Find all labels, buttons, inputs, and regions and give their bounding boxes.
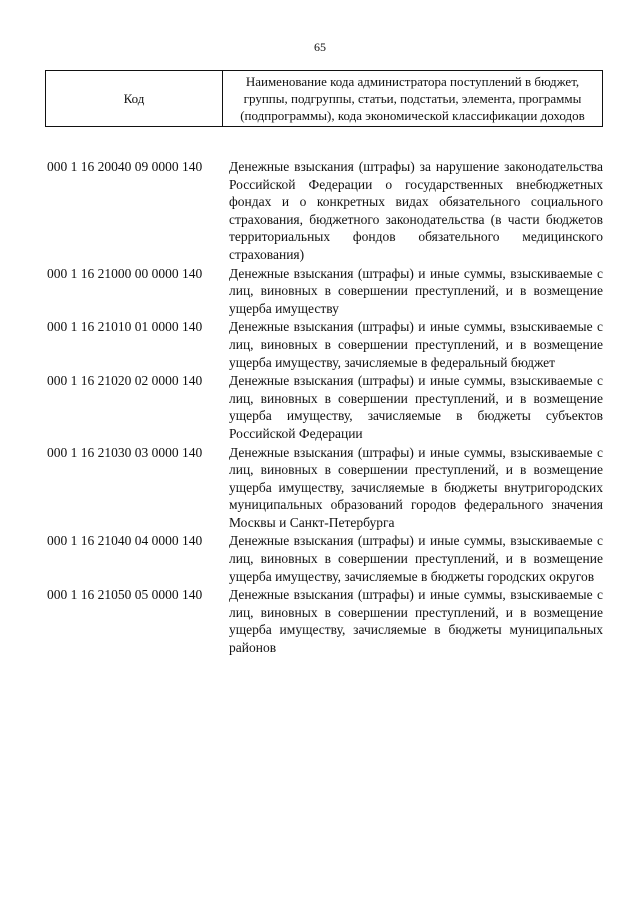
row-code: 000 1 16 21050 05 0000 140 [47, 587, 203, 603]
name-column-header: Наименование кода администратора поступлений в бюджет, группы, подгруппы, статьи, подстатьи, элемента, программы (подпрограммы), кода экономической классификации доходов [223, 71, 603, 127]
row-description: Денежные взыскания (штрафы) и иные суммы, взыскиваемые с лиц, виновных в совершении преступлений, и в возмещение ущерба имуществу, зачисляемые в бюджеты муниципальных районов [229, 587, 603, 656]
table-row [47, 158, 603, 264]
row-description: Денежные взыскания (штрафы) и иные суммы, взыскиваемые с лиц, виновных в совершении преступлений, и в возмещение ущерба имуществу, зачисляемые в бюджеты городских округов [229, 533, 603, 584]
table-row [47, 532, 603, 585]
table-header-row [46, 71, 603, 127]
table-header [45, 70, 603, 127]
table-row [47, 586, 603, 656]
table-row [47, 318, 603, 371]
table-row [47, 265, 603, 318]
row-code: 000 1 16 21030 03 0000 140 [47, 444, 203, 460]
row-code: 000 1 16 20040 09 0000 140 [47, 159, 203, 174]
classification-list [47, 158, 603, 658]
row-description: Денежные взыскания (штрафы) и иные суммы, взыскиваемые с лиц, виновных в совершении преступлений, и в возмещение ущерба имуществу, зачисляемые в бюджеты внутригородских муниципальных образований городов федерального значения Москвы и Санкт-Петербурга [229, 444, 603, 530]
row-description: Денежные взыскания (штрафы) и иные суммы, взыскиваемые с лиц, виновных в совершении преступлений, и в возмещение ущерба имуществу, зачисляемые в бюджеты субъектов Российской Федерации [229, 373, 603, 441]
row-description: Денежные взыскания (штрафы) и иные суммы, взыскиваемые с лиц, виновных в совершении преступлений, и в возмещение ущерба имуществу [229, 265, 603, 316]
row-description: Денежные взыскания (штрафы) и иные суммы, взыскиваемые с лиц, виновных в совершении преступлений, и в возмещение ущерба имуществу, зачисляемые в федеральный бюджет [229, 319, 603, 370]
row-code: 000 1 16 21010 01 0000 140 [47, 319, 203, 335]
row-code: 000 1 16 21040 04 0000 140 [47, 533, 203, 549]
table-row [47, 372, 603, 442]
row-code: 000 1 16 21020 02 0000 140 [47, 373, 203, 389]
row-code: 000 1 16 21000 00 0000 140 [47, 265, 203, 281]
row-description: Денежные взыскания (штрафы) за нарушение законодательства Российской Федерации о государственных внебюджетных фондах и о конкретных видах обязательного социального страхования, бюджетного законодательства (в части бюджетов территориальных фондов обязательного медицинского страхования) [229, 159, 603, 262]
page-number: 65 [314, 40, 326, 54]
table-row [47, 444, 603, 532]
code-column-header: Код [46, 71, 223, 127]
